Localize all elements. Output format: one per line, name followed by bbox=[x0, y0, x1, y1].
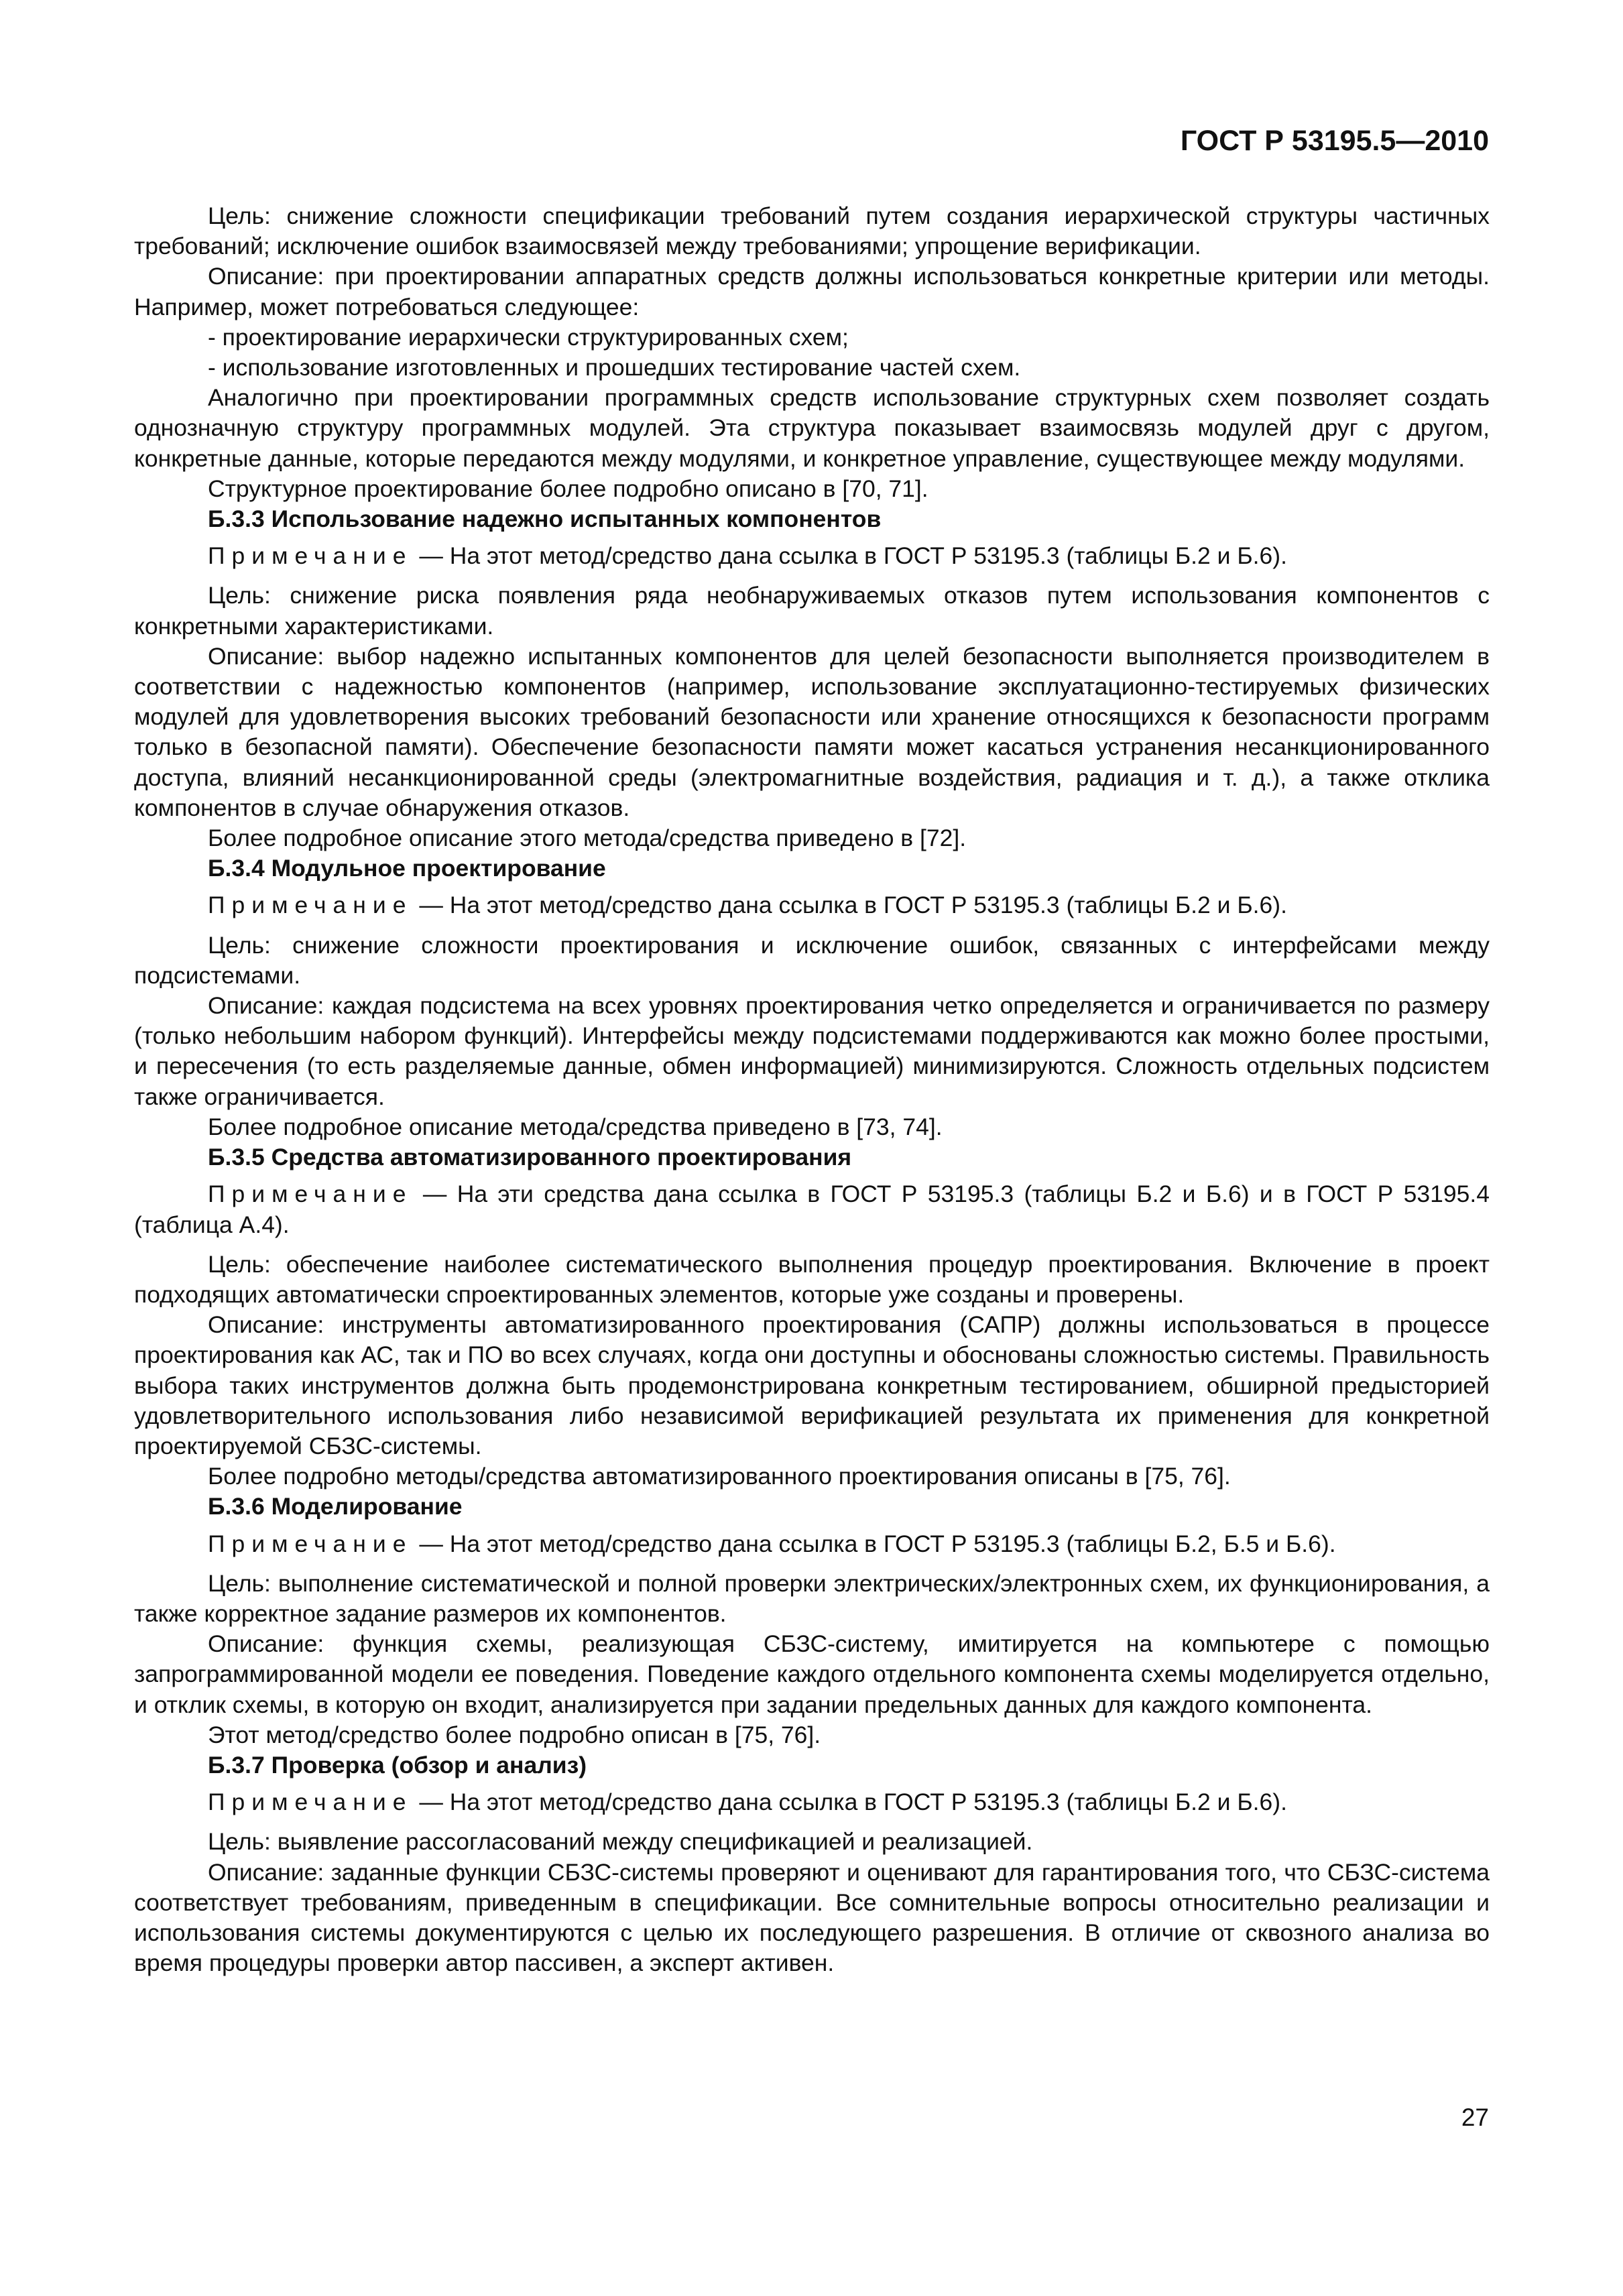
note-label: Примечание bbox=[208, 892, 413, 919]
note-paragraph bbox=[134, 1787, 1490, 1817]
note-paragraph bbox=[134, 1529, 1490, 1559]
body-paragraph: Описание: инструменты автоматизированного проектирования (САПР) должны использоваться в процессе проектирования как АС, так и ПО во всех случаях, когда они доступны и обоснованы сложностью системы. Правильность выбора таких инструментов должна быть продемонстрирована конкретным тестированием, обширной предысторией удовлетворительного использования либо независимой верификацией результата их применения для конкретной проектируемой СБЗС-системы. bbox=[134, 1311, 1490, 1459]
section-heading: Б.3.3 Использование надежно испытанных компонентов bbox=[208, 505, 882, 533]
body-paragraph: Цель: выявление рассогласований между спецификацией и реализацией. bbox=[208, 1828, 1033, 1856]
body-paragraph: Аналогично при проектировании программных средств использование структурных схем позволяет создать однозначную структуру программных модулей. Эта структура показывает взаимосвязь модулей друг с другом, конкретные данные, которые передаются между модулями, и конкретное управление, существующее между модулями. bbox=[134, 384, 1490, 472]
note-label: Примечание bbox=[208, 542, 413, 570]
body-paragraph: Цель: выполнение систематической и полной проверки электрических/электронных схем, их функционирования, а также корректное задание размеров их компонентов. bbox=[134, 1569, 1490, 1627]
note-label: Примечание bbox=[208, 1789, 413, 1816]
body-paragraph: Более подробное описание метода/средства приведено в [73, 74]. bbox=[208, 1113, 943, 1140]
note-text: — На этот метод/средство дана ссылка в ГОСТ Р 53195.3 (таблицы Б.2, Б.5 и Б.6). bbox=[412, 1530, 1336, 1557]
section-heading: Б.3.5 Средства автоматизированного проектирования bbox=[208, 1144, 852, 1171]
body-paragraph: Описание: функция схемы, реализующая СБЗС-систему, имитируется на компьютере с помощью запрограммированной модели ее поведения. Поведение каждого отдельного компонента схемы моделируется отдельно, и отклик схемы, в которую он входит, анализируется при задании предельных данных для каждого компонента. bbox=[134, 1630, 1490, 1718]
note-text: — На этот метод/средство дана ссылка в ГОСТ Р 53195.3 (таблицы Б.2 и Б.6). bbox=[412, 1789, 1287, 1816]
section-heading: Б.3.7 Проверка (обзор и анализ) bbox=[208, 1751, 587, 1778]
body-paragraph: Структурное проектирование более подробно описано в [70, 71]. bbox=[208, 475, 928, 502]
body-paragraph: Этот метод/средство более подробно описан в [75, 76]. bbox=[208, 1721, 821, 1748]
note-label: Примечание bbox=[208, 1181, 413, 1208]
note-paragraph bbox=[134, 1179, 1490, 1240]
body-paragraph: Более подробно методы/средства автоматизированного проектирования описаны в [75, 76]. bbox=[208, 1463, 1231, 1490]
section-heading: Б.3.6 Моделирование bbox=[208, 1493, 463, 1520]
body-paragraph: Описание: заданные функции СБЗС-системы проверяют и оценивают для гарантирования того, что СБЗС-система соответствует требованиям, приведенным в спецификации. Все сомнительные вопросы относительно реализации и использования системы документируются с целью их последующего разрешения. В отличие от сквозного анализа во время процедуры проверки автор пассивен, а эксперт активен. bbox=[134, 1858, 1490, 1977]
document-code: ГОСТ Р 53195.5—2010 bbox=[1180, 125, 1489, 157]
note-text: — На этот метод/средство дана ссылка в ГОСТ Р 53195.3 (таблицы Б.2 и Б.6). bbox=[412, 892, 1287, 919]
section-heading: Б.3.4 Модульное проектирование bbox=[208, 855, 606, 882]
note-paragraph bbox=[134, 541, 1490, 571]
body-paragraph: Описание: выбор надежно испытанных компонентов для целей безопасности выполняется производителем в соответствии с надежностью компонентов (например, использование эксплуатационно-тестируемых физических модулей для удовлетворения высоких требований безопасности или хранение относящихся к безопасности программ только в безопасной памяти). Обеспечение безопасности памяти может касаться устранения несанкционированного доступа, влияний несанкционированной среды (электромагнитные воздействия, радиация и т. д.), а также отклика компонентов в случае обнаружения отказов. bbox=[134, 642, 1490, 821]
body-paragraph: Описание: при проектировании аппаратных средств должны использоваться конкретные критерии или методы. Например, может потребоваться следующее: bbox=[134, 263, 1490, 320]
body-paragraph: Описание: каждая подсистема на всех уровнях проектирования четко определяется и ограничивается по размеру (только небольшим набором функций). Интерфейсы между подсистемами поддерживаются как можно более простыми, и пересечения (то есть разделяемые данные, обмен информацией) минимизируются. Сложность отдельных подсистем также ограничивается. bbox=[134, 992, 1490, 1110]
body-paragraph: Цель: снижение сложности проектирования и исключение ошибок, связанных с интерфейсами между подсистемами. bbox=[134, 931, 1490, 989]
note-text: — На этот метод/средство дана ссылка в ГОСТ Р 53195.3 (таблицы Б.2 и Б.6). bbox=[412, 542, 1287, 570]
body-paragraph: - проектирование иерархически структурированных схем; bbox=[208, 323, 849, 351]
page-number: 27 bbox=[1461, 2104, 1489, 2131]
note-paragraph bbox=[134, 890, 1490, 920]
note-label: Примечание bbox=[208, 1530, 413, 1557]
body-paragraph: Цель: обеспечение наиболее систематического выполнения процедур проектирования. Включение в проект подходящих автоматически спроектированных элементов, которые уже созданы и проверены. bbox=[134, 1250, 1490, 1308]
note-text: — На эти средства дана ссылка в ГОСТ Р 53195.3 (таблицы Б.2 и Б.6) и в ГОСТ Р 53195.4 (таблица А.4). bbox=[134, 1181, 1490, 1238]
document-body bbox=[134, 201, 1490, 1978]
body-paragraph: - использование изготовленных и прошедших тестирование частей схем. bbox=[208, 354, 1021, 381]
body-paragraph: Более подробное описание этого метода/средства приведено в [72]. bbox=[208, 825, 967, 852]
body-paragraph: Цель: снижение риска появления ряда необнаруживаемых отказов путем использования компонентов с конкретными характеристиками. bbox=[134, 582, 1490, 640]
body-paragraph: Цель: снижение сложности спецификации требований путем создания иерархической структуры частичных требований; исключение ошибок взаимосвязей между требованиями; упрощение верификации. bbox=[134, 202, 1490, 260]
